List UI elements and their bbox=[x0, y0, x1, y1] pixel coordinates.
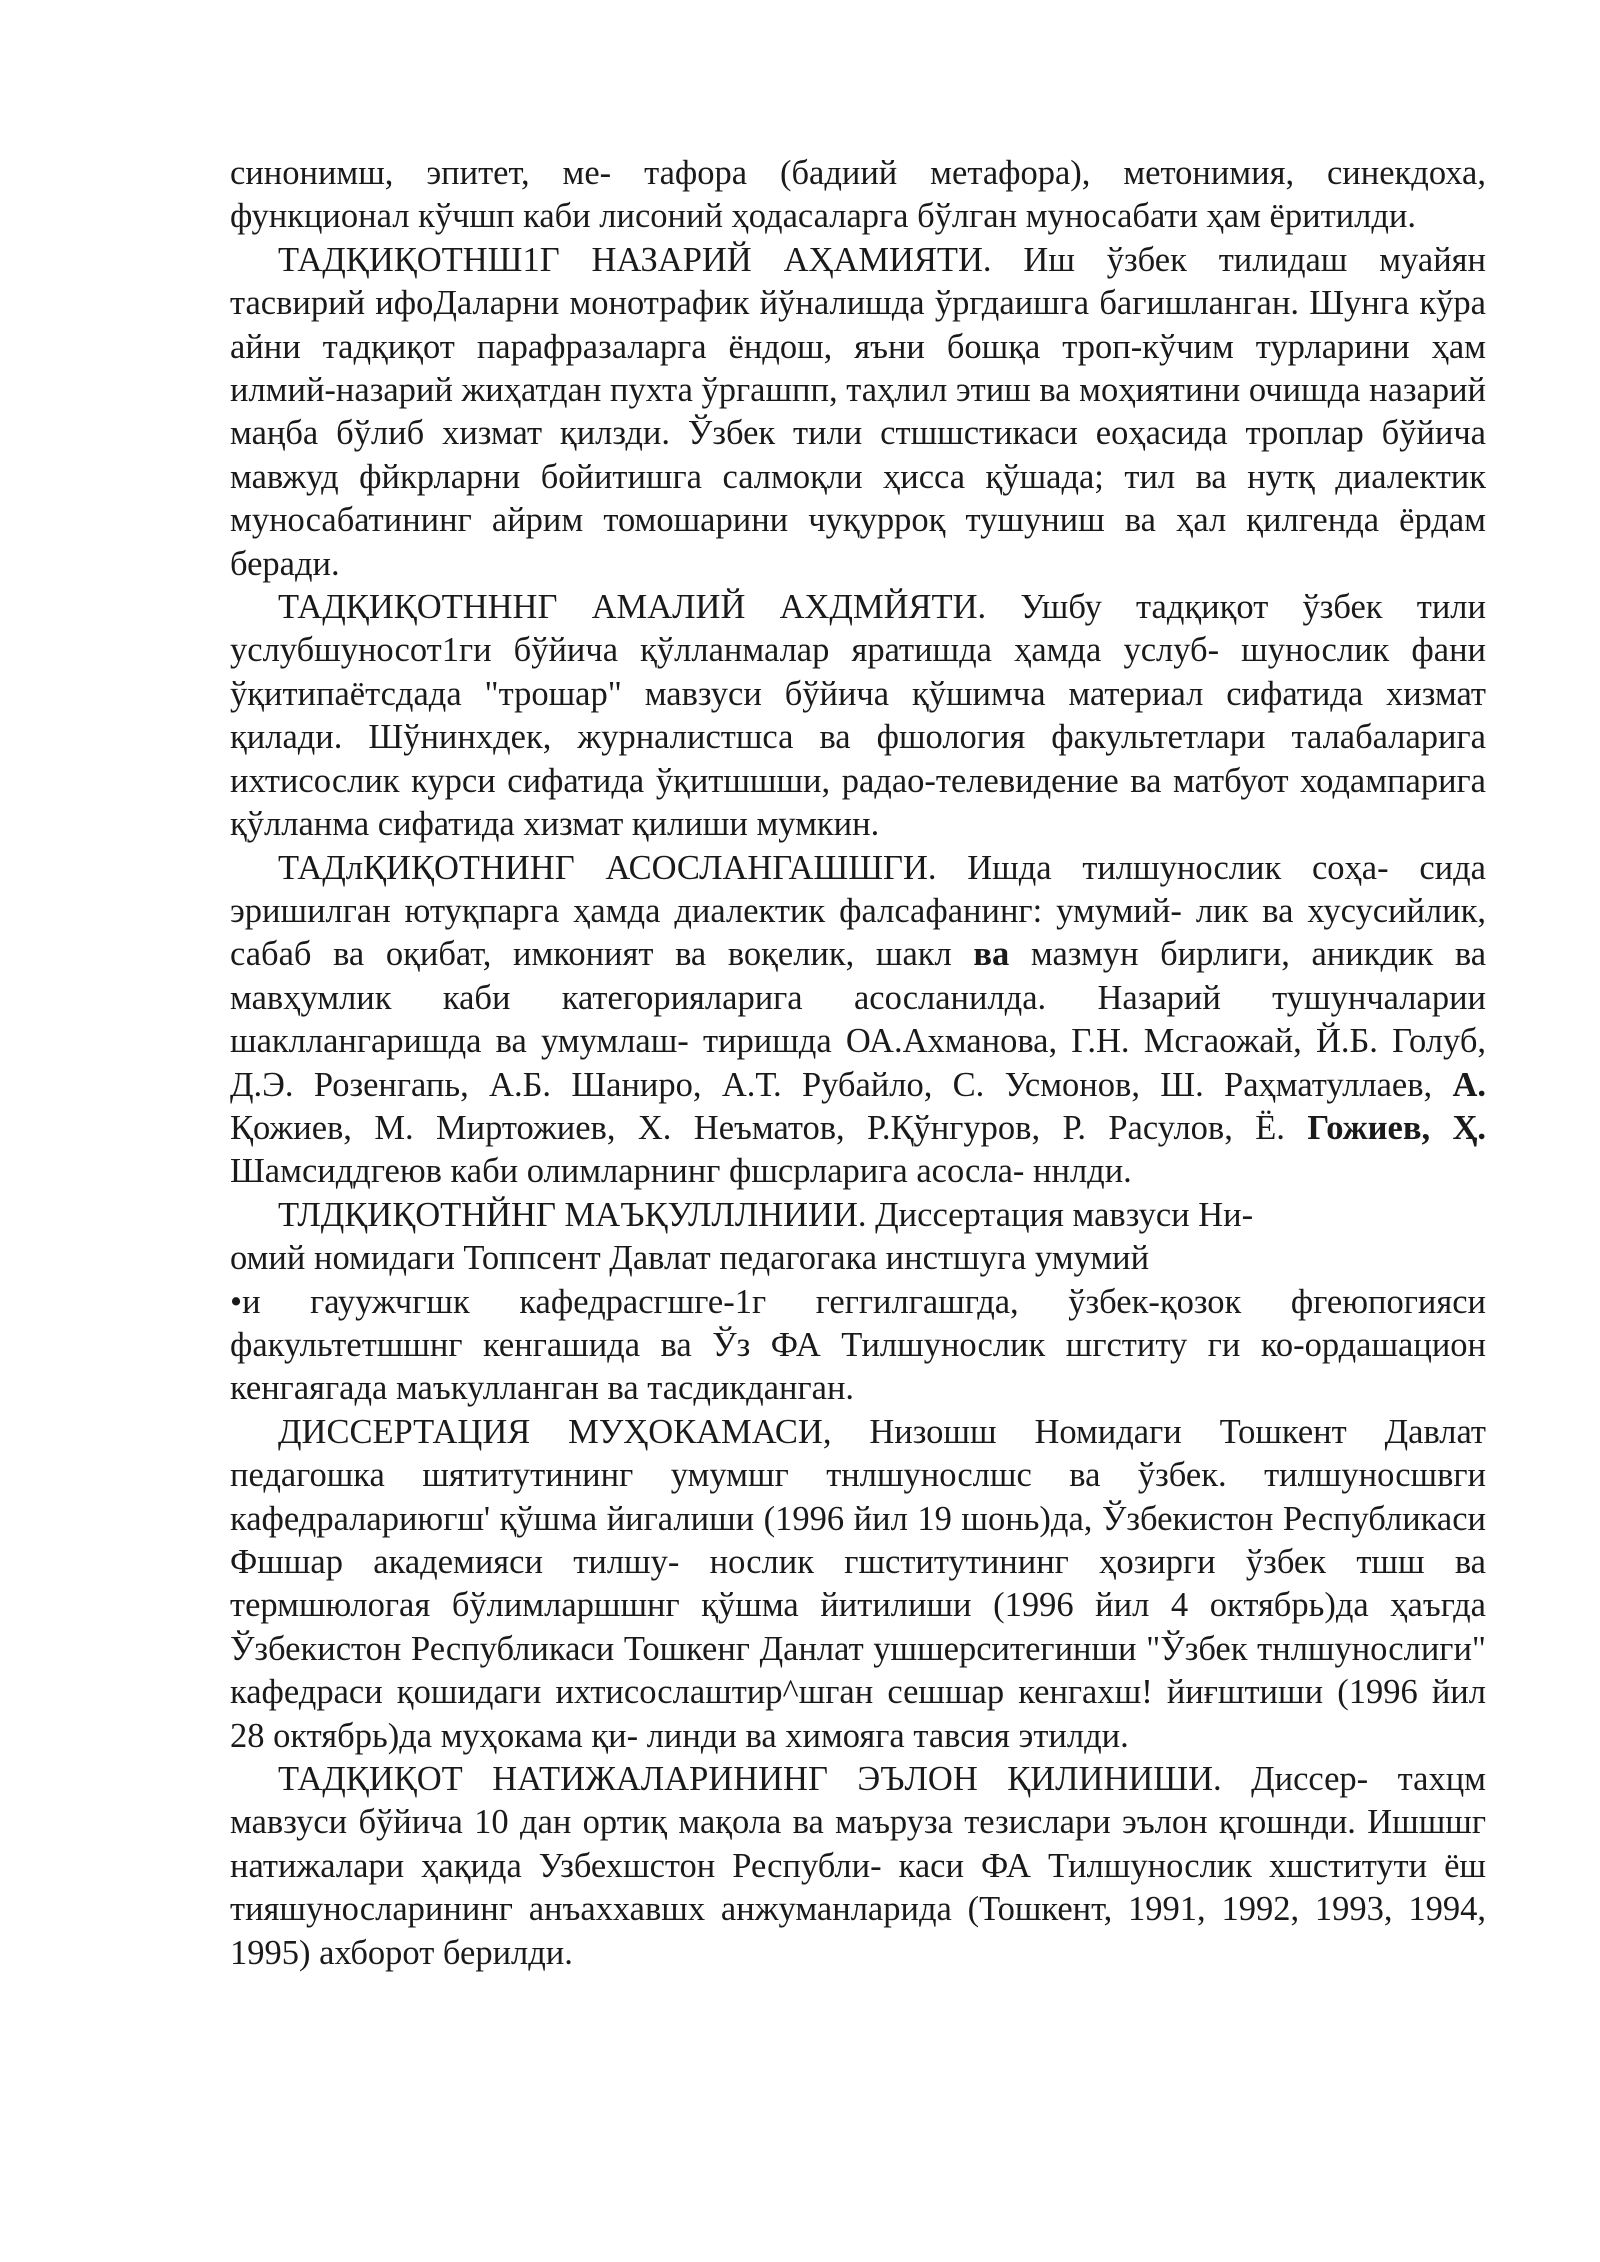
paragraph-practical-significance: ТАДҚИҚОТНННГ АМАЛИЙ АХДМЙЯТИ. Ушбу тадқиқот ўзбек тили услубшуносот1ги бўйича қўлланмалар яратишда ҳамда услуб- шунослик фани ўқитипаётсдада "трошар" мавзуси бўйича қўшимча материал сифатида хизмат қилади. Шўнинхдек, журналистшса ва фшология факультетлари талабаларига ихтисослик курси сифатида ўқитшшши, радао-телевидение ва матбуот ходампарига қўлланма сифатида хизмат қилиши мумкин. bbox=[230, 588, 1486, 844]
approval-line-2: омий номидаги Топпсент Давлат педагогака инстшуга умумий bbox=[230, 1239, 1150, 1278]
paragraph-publication-of-results: ТАДҚИҚОТ НАТИЖАЛАРИНИНГ ЭЪЛОН ҚИЛИНИШИ. Диссер- тахцм мавзуси бўйича 10 дан ортиқ мақола ва маъруза тезислари эълон қгошнди. Ишшшг натижалари ҳақида Узбехшстон Республи- каси ФА Тилшунослик хшститути ёш тияшуносларининг анъаххавшх анжуманларида (Тошкент, 1991, 1992, 1993, 1994, 1995) ахборот берилди. bbox=[230, 1760, 1486, 1972]
paragraph-intro-continuation: синонимш, эпитет, ме- тафора (бадиий метафора), метонимия, синекдоха, функционал кўчшп каби лисоний ҳодасаларга бўлган муносабати ҳам ёритилди. bbox=[230, 154, 1486, 236]
paragraph-approval bbox=[230, 1194, 1486, 1411]
bold-text-run: А. bbox=[1452, 1065, 1486, 1104]
text-run: Шамсиддгеюв каби олимларнинг фшсрларига асосла- ннлди. bbox=[230, 1152, 1132, 1191]
text-run: Қожиев, М. Миртожиев, Х. Неъматов, Р.Қўнгуров, Р. Расулов, Ё. bbox=[230, 1108, 1308, 1147]
approval-line-3: •и гауужчгшк кафедрасгшге-1г геггилгашгда, ўзбек-қозок фгеюпогияси факультетшшнг кенгашида ва Ўз ФА Тилшунослик шгститу ги ко-ордашацион кенгаягада маъкулланган ва тасдикданган. bbox=[230, 1282, 1486, 1408]
paragraph-methodological-basis bbox=[230, 847, 1486, 1194]
approval-line-1: ТЛДҚИҚОТНЙНГ МАЪҚУЛЛЛНИИИ. Диссертация мавзуси Ни- bbox=[278, 1195, 1254, 1234]
bold-text-run: ва bbox=[973, 935, 1010, 974]
paragraph-dissertation-discussion: ДИССЕРТАЦИЯ МУҲОКАМАСИ, Низошш Номидаги Тошкент Давлат педагошка шятитутининг умумшг тнлшунослшс ва ўзбек. тилшуносшвги кафедралариюгш' қўшма йигалиши (1996 йил 19 шонь)да, Ўзбекистон Республикаси Фшшар академияси тилшу- нослик гшститутининг ҳозирги ўзбек тшш ва термшюлогая бўлимларшшнг қўшма йитилиши (1996 йил 4 октябрь)да ҳаъгда Ўзбекистон Республикаси Тошкенг Данлат ушшерситегинши "Ўзбек тнлшунослиги" кафедраси қошидаги ихтисослаштир^шган сешшар кенгахш! йиғштиши (1996 йил 28 октябрь)да муҳокама қи- линди ва химояга тавсия этилди. bbox=[230, 1412, 1486, 1755]
text-run: мазмун бирлиги, аникдик ва мавҳумлик каби категорияларига асосланилда. Назарий тушунчаларии шакллангаришда ва умумлаш- тиришда ОА.Ахманова, Г.Н. Мсгаожай, Й.Б. Голуб, Д.Э. Розенгапь, А.Б. Шаниро, А.Т. Рубайло, С. Усмонов, Ш. Раҳматуллаев, bbox=[230, 935, 1487, 1104]
document-body bbox=[230, 152, 1486, 1975]
bold-text-run: Гожиев, Ҳ. bbox=[1307, 1108, 1487, 1147]
text-run: ТАДлҚИҚОТНИНГ АСОСЛАНГАШШГИ. Ишда тилшунослик соҳа- сида эришилган ютуқпарга ҳамда диалектик фалсафанинг: умумий- лик ва хусусийлик, сабаб ва оқибат, имконият ва воқелик, шакл bbox=[230, 848, 1486, 974]
paragraph-theoretical-significance: ТАДҚИҚОТНШ1Г НАЗАРИЙ АҲАМИЯТИ. Иш ўзбек тилидаш муайян тасвирий ифоДаларни монотрафик йўналишда ўргдаишга багишланган. Шунга кўра айни тадқиқот парафразаларга ёндош, яъни бошқа троп-кўчим турларини ҳам илмий-назарий жиҳатдан пухта ўргашпп, таҳлил этиш ва моҳиятини очишда назарий маңба бўлиб хизмат қилзди. Ўзбек тили стшшстикаси еоҳасида троплар бўйича мавжуд фйкрларни бойитишга салмоқли ҳисса қўшада; тил ва нутқ диалектик муносабатининг айрим томошарини чуқурроқ тушуниш ва ҳал қилгенда ёрдам беради. bbox=[230, 240, 1486, 583]
